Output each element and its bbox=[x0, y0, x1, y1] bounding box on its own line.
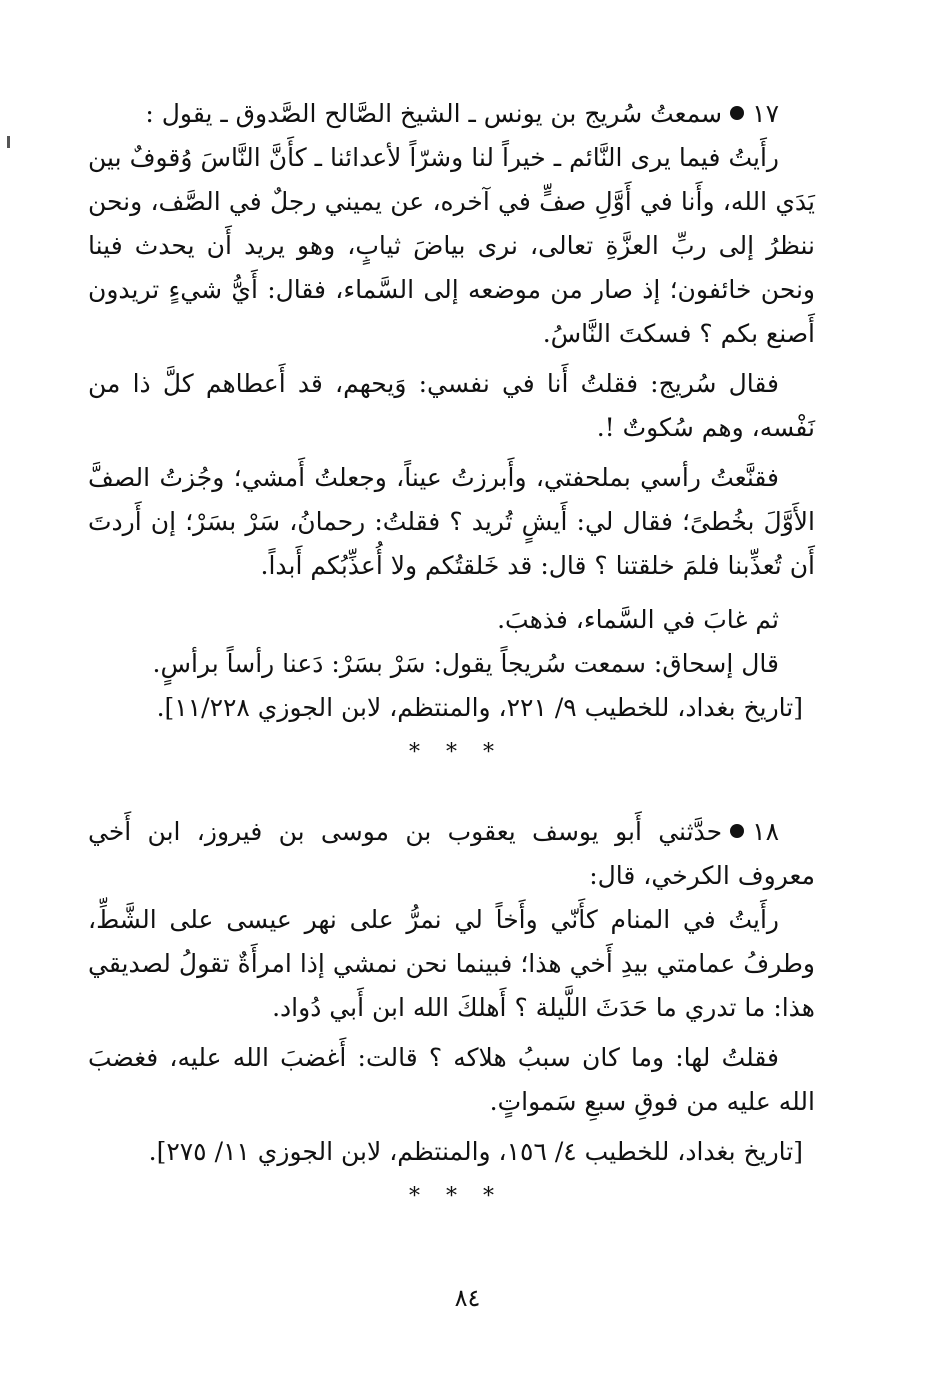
section-gap bbox=[88, 770, 815, 810]
section-separator-stars: *** bbox=[409, 740, 520, 765]
entry-number: ١٧ bbox=[752, 99, 779, 128]
narration-paragraph: فقلتُ لها: وما كان سببُ هلاكه ؟ قالت: أَغضبَ الله عليه، فغضبَ الله عليه من فوقِ سبعِ سَمواتٍ. bbox=[88, 1043, 815, 1116]
page-number: ٨٤ bbox=[454, 1284, 481, 1312]
entry-heading bbox=[88, 810, 815, 898]
entry-heading bbox=[88, 92, 815, 136]
bullet-marker-icon bbox=[730, 824, 744, 838]
section-separator-stars: *** bbox=[409, 1184, 520, 1209]
scan-edge-mark bbox=[7, 136, 10, 148]
narration-paragraph: فقال سُريج: فقلتُ أَنا في نفسي: وَيحهم، قد أَعطاهم كلَّ ذا من نَفْسه، وهم سُكوتٌ !. bbox=[88, 369, 815, 442]
entry-heading-text: حدَّثني أَبو يوسف يعقوب بن موسى بن فيروز، ابن أَخي معروف الكرخي، قال: bbox=[88, 817, 815, 890]
entry-heading-text: سمعتُ سُريج بن يونس ـ الشيخ الصَّالح الصَّدوق ـ يقول : bbox=[145, 99, 723, 128]
page-body bbox=[88, 92, 815, 1214]
narration-paragraph: رأَيتُ فيما يرى النَّائم ـ خيراً لنا وشرّاً لأعدائنا ـ كأَنَّ النَّاسَ وُقوفٌ بين يَدَي الله، وأَنا في أَوَّلِ صفٍّ في آخره، عن يميني رجلٌ في الصَّف، ونحن ننظرُ إلى ربِّ العزَّةِ تعالى، نرى بياضَ ثيابٍ، وهو يريد أَن يحدث فينا ونحن خائفون؛ إذ صار من موضعه إلى السَّماء، فقال: أَيُّ شيءٍ تريدون أَصنع بكم ؟ فسكتَ النَّاسُ. bbox=[88, 143, 815, 348]
narration-paragraph: رأَيتُ في المنام كأَنّي وأَخاً لي نمرُّ على نهر عيسى على الشَّطِّ، وطرفُ عمامتي بيدِ أَخي هذا؛ فبينما نحن نمشي إذا امرأَةٌ تقولُ لصديقي هذا: ما تدري ما حَدَثَ اللَّيلة ؟ أَهلكَ الله ابن أَبي دُواد. bbox=[88, 905, 815, 1022]
entry-number: ١٨ bbox=[752, 817, 779, 846]
narration-paragraph: قال إسحاق: سمعت سُريجاً يقول: سَرْ بسَرْ: دَعنا رأساً برأسٍ. bbox=[152, 649, 779, 678]
narration-paragraph: فقنَّعتُ رأسي بملحفتي، وأَبرزتُ عيناً، وجعلتُ أَمشي؛ وجُزتُ الصفَّ الأَوَّلَ بخُطىً؛ فقال لي: أَيشٍ تُريد ؟ فقلتُ: رحمانُ، سَرْ بسَرْ؛ إن أَردتَ أَن تُعذِّبنا فلمَ خلقتنا ؟ قال: قد خَلقتُكم ولا أُعذِّبُكم أَبداً. bbox=[88, 463, 815, 580]
entry-17 bbox=[88, 92, 815, 770]
bullet-marker-icon bbox=[730, 106, 744, 120]
source-citation: [تاريخ بغداد، للخطيب ٩/ ٢٢١، والمنتظم، لابن الجوزي ١١/٢٢٨]. bbox=[156, 693, 803, 722]
source-citation: [تاريخ بغداد، للخطيب ٤/ ١٥٦، والمنتظم، لابن الجوزي ١١/ ٢٧٥]. bbox=[148, 1137, 803, 1166]
entry-18 bbox=[88, 810, 815, 1214]
narration-paragraph: ثم غابَ في السَّماء، فذهبَ. bbox=[497, 605, 779, 634]
